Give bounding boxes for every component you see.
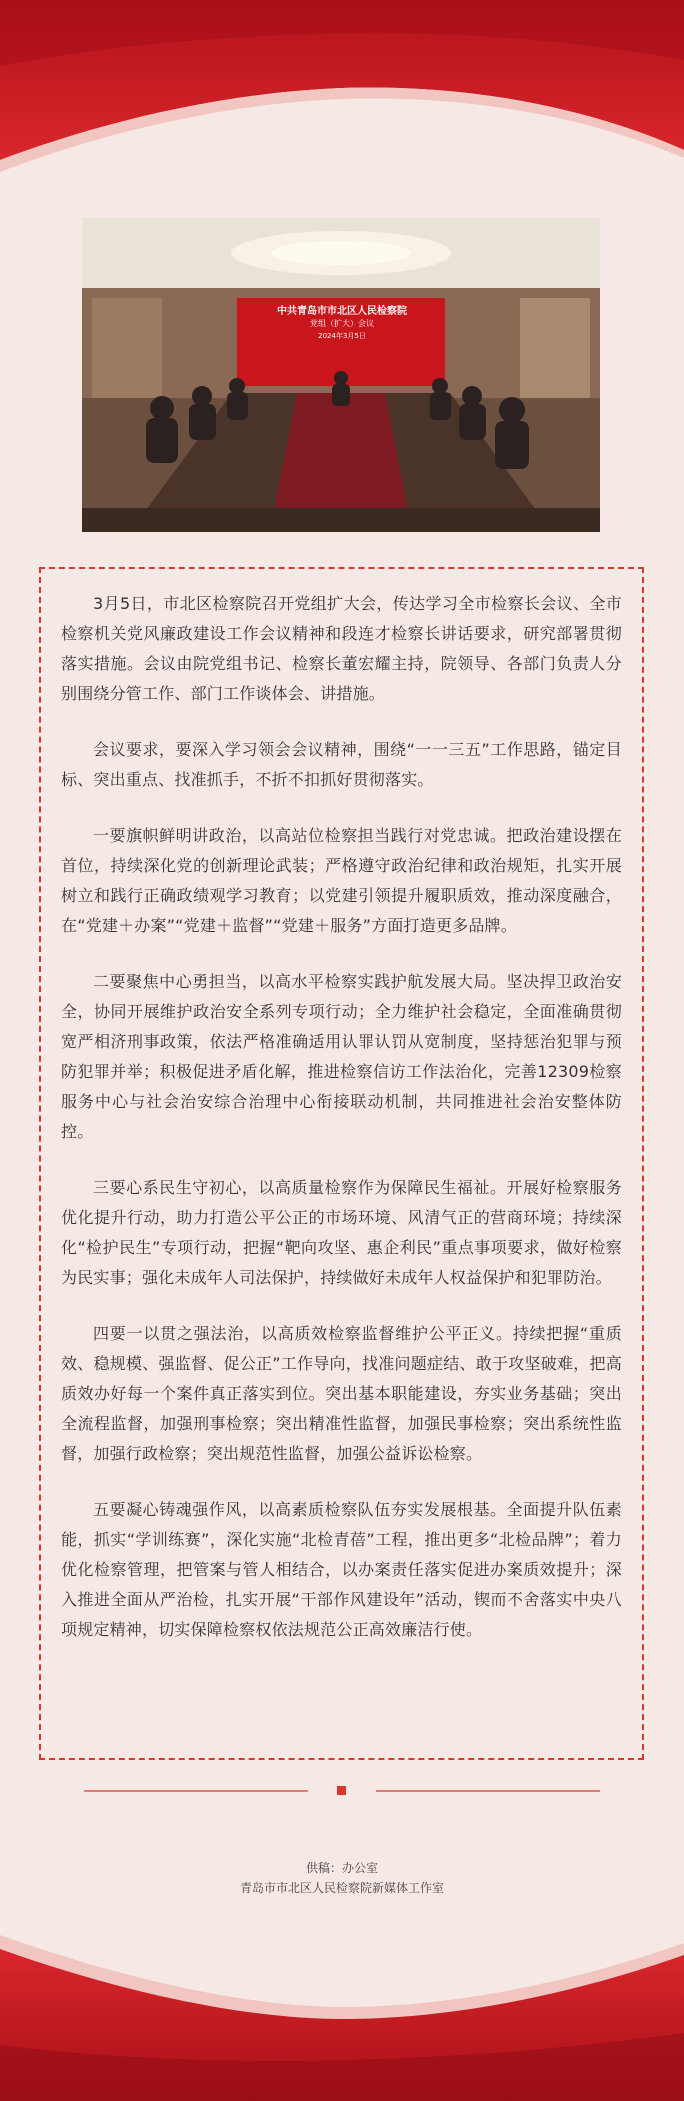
paragraph-7: 五要凝心铸魂强作风，以高素质检察队伍夯实发展根基。全面提升队伍素能，抓实“学训练赛”，深化实施“北检青蓓”工程，推出更多“北检品牌”；着力优化检察管理，把管案与管人相结合，以办案责任落实促进办案质效提升；深入推进全面从严治检，扎实开展“干部作风建设年”活动，锲而不舍落实中央八项规定精神，切实保障检察权依法规范公正高效廉洁行使。 (61, 1500, 622, 1639)
footer-organization: 青岛市市北区人民检察院新媒体工作室 (239, 1881, 444, 1895)
article-content-box (39, 567, 644, 1760)
divider-line-left (84, 1790, 308, 1792)
paragraph-1: 3月5日，市北区检察院召开党组扩大会，传达学习全市检察长会议、全市检察机关党风廉政建设工作会议精神和段连才检察长讲话要求，研究部署贯彻落实措施。会议由院党组书记、检察长董宏耀主持，院领导、各部门负责人分别围绕分管工作、部门工作谈体会、讲措施。 (61, 594, 622, 703)
photo-banner-title: 中共青岛市市北区人民检察院 (277, 306, 407, 317)
photo-banner-text (260, 306, 424, 342)
photo-banner-subtitle: 党组（扩大）会议 (310, 319, 374, 328)
meeting-photo (82, 218, 600, 532)
paragraph-2: 会议要求，要深入学习领会会议精神，围绕“一一三五”工作思路，锚定目标、突出重点、找准抓手，不折不扣抓好贯彻落实。 (61, 740, 622, 789)
bottom-decorative-banner (0, 1915, 684, 2101)
divider-dot (337, 1786, 346, 1795)
red-wave-decoration (0, 0, 684, 180)
footer (0, 1858, 684, 1898)
footer-contributor: 供稿：办公室 (305, 1861, 378, 1875)
paragraph-6: 四要一以贯之强法治，以高质效检察监督维护公平正义。持续把握“重质效、稳规模、强监督、促公正”工作导向，找准问题症结、敢于攻坚破难，把高质效办好每一个案件真正落实到位。突出基本职能建设，夯实业务基础；突出全流程监督，加强刑事检察；突出精准性监督，加强民事检察；突出系统性监督，加强行政检察；突出规范性监督，加强公益诉讼检察。 (61, 1324, 622, 1463)
paragraph-5: 三要心系民生守初心，以高质量检察作为保障民生福祉。开展好检察服务优化提升行动，助力打造公平公正的市场环境、风清气正的营商环境；持续深化“检护民生”专项行动，把握“靶向攻坚、惠企利民”重点事项要求，做好检察为民实事；强化未成年人司法保护，持续做好未成年人权益保护和犯罪防治。 (61, 1178, 622, 1287)
conference-room-illustration (82, 218, 600, 532)
red-wave-decoration-bottom (0, 1915, 684, 2101)
paragraph-3: 一要旗帜鲜明讲政治，以高站位检察担当践行对党忠诚。把政治建设摆在首位，持续深化党的创新理论武装；严格遵守政治纪律和政治规矩，扎实开展树立和践行正确政绩观学习教育；以党建引领提升履职质效，推动深度融合，在“党建＋办案”“党建＋监督”“党建＋服务”方面打造更多品牌。 (61, 826, 622, 935)
top-decorative-banner (0, 0, 684, 180)
paragraph-4: 二要聚焦中心勇担当，以高水平检察实践护航发展大局。坚决捍卫政治安全，协同开展维护政治安全系列专项行动；全力维护社会稳定，全面准确贯彻宽严相济刑事政策，依法严格准确适用认罪认罚从宽制度，坚持惩治犯罪与预防犯罪并举；积极促进矛盾化解，推进检察信访工作法治化，完善12309检察服务中心与社会治安综合治理中心衔接联动机制，共同推进社会治安整体防控。 (61, 972, 622, 1141)
photo-banner-date: 2024年3月5日 (318, 332, 366, 340)
divider-line-right (376, 1790, 600, 1792)
